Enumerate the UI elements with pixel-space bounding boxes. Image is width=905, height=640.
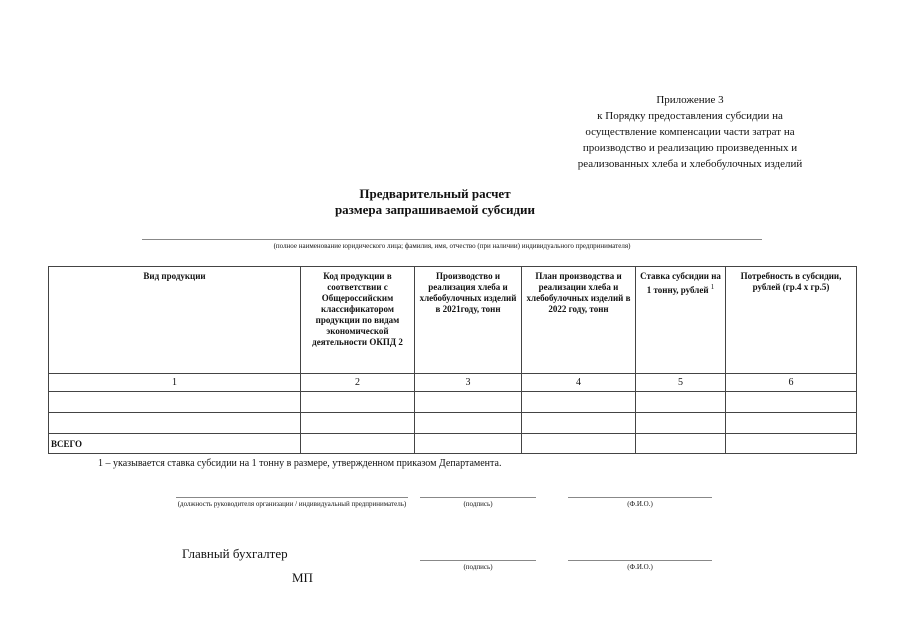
- title-line-2: размера запрашиваемой субсидии: [334, 202, 536, 217]
- table-cell[interactable]: [415, 392, 522, 413]
- full-name-line[interactable]: [568, 497, 712, 498]
- table-cell[interactable]: [636, 413, 726, 434]
- table-row: [49, 392, 857, 413]
- table-cell[interactable]: [301, 392, 415, 413]
- table-cell[interactable]: [726, 392, 857, 413]
- table-cell[interactable]: [726, 434, 857, 454]
- table-cell[interactable]: [522, 413, 636, 434]
- table-cell[interactable]: [49, 413, 301, 434]
- calculation-table: [48, 266, 857, 454]
- accountant-signature-line[interactable]: [420, 560, 536, 561]
- column-number-row: [49, 374, 857, 392]
- header-subsidy-rate-text: Ставка субсидии на 1 тонну, рублей: [640, 271, 721, 295]
- header-product-type: Вид продукции: [49, 267, 301, 374]
- header-subsidy-need: Потребность в субсидии, рублей (гр.4 х гр.5): [726, 267, 857, 374]
- appendix-line: к Порядку предоставления субсидии на: [597, 110, 783, 122]
- table-header-row: [49, 267, 857, 374]
- appendix-line: Приложение 3: [656, 94, 724, 106]
- signature-line[interactable]: [420, 497, 536, 498]
- column-number: 4: [522, 374, 636, 392]
- accountant-name-hint: (Ф.И.О.): [627, 563, 653, 571]
- column-number: 6: [726, 374, 857, 392]
- total-label: ВСЕГО: [49, 434, 301, 454]
- document-title: [300, 186, 570, 218]
- column-number: 3: [415, 374, 522, 392]
- table-cell[interactable]: [415, 434, 522, 454]
- table-cell[interactable]: [726, 413, 857, 434]
- header-subsidy-rate: [636, 267, 726, 374]
- table-cell[interactable]: [415, 413, 522, 434]
- header-plan-2022: План производства и реализации хлеба и хлебобулочных изделий в 2022 году, тонн: [522, 267, 636, 374]
- signature-hint: (подпись): [463, 500, 493, 508]
- appendix-header: [540, 92, 840, 172]
- table-cell[interactable]: [636, 392, 726, 413]
- footnote-marker: 1: [710, 283, 715, 291]
- column-number: 1: [49, 374, 301, 392]
- total-row: [49, 434, 857, 454]
- appendix-line: производство и реализацию произведенных и: [582, 142, 798, 154]
- header-production-2021: Производство и реализация хлеба и хлебобулочных изделий в 2021году, тонн: [415, 267, 522, 374]
- entity-name-line[interactable]: [142, 239, 762, 240]
- appendix-line: реализованных хлеба и хлебобулочных изделий: [577, 158, 803, 170]
- table-cell[interactable]: [522, 392, 636, 413]
- column-number: 2: [301, 374, 415, 392]
- stamp-place-label: МП: [292, 570, 313, 585]
- table-cell[interactable]: [49, 392, 301, 413]
- appendix-line: осуществление компенсации части затрат на: [585, 126, 795, 138]
- table-row: [49, 413, 857, 434]
- table-cell[interactable]: [522, 434, 636, 454]
- chief-accountant-label: Главный бухгалтер: [182, 546, 288, 561]
- table-cell[interactable]: [301, 434, 415, 454]
- position-line[interactable]: [176, 497, 408, 498]
- position-hint: (должность руководителя организации / индивидуальный предприниматель): [177, 500, 407, 508]
- entity-name-hint: (полное наименование юридического лица; фамилия, имя, отчество (при наличии) индивидуального предпринимателя): [273, 242, 631, 250]
- accountant-signature-hint: (подпись): [463, 563, 493, 571]
- title-line-1: Предварительный расчет: [359, 186, 511, 201]
- footnote: 1 – указывается ставка субсидии на 1 тонну в размере, утвержденном приказом Департамента.: [98, 458, 502, 469]
- column-number: 5: [636, 374, 726, 392]
- table-cell[interactable]: [301, 413, 415, 434]
- header-product-code: Код продукции в соответствии с Общероссийским классификатором продукции по видам экономической деятельности ОКПД 2: [301, 267, 415, 374]
- accountant-name-line[interactable]: [568, 560, 712, 561]
- full-name-hint: (Ф.И.О.): [627, 500, 653, 508]
- table-cell[interactable]: [636, 434, 726, 454]
